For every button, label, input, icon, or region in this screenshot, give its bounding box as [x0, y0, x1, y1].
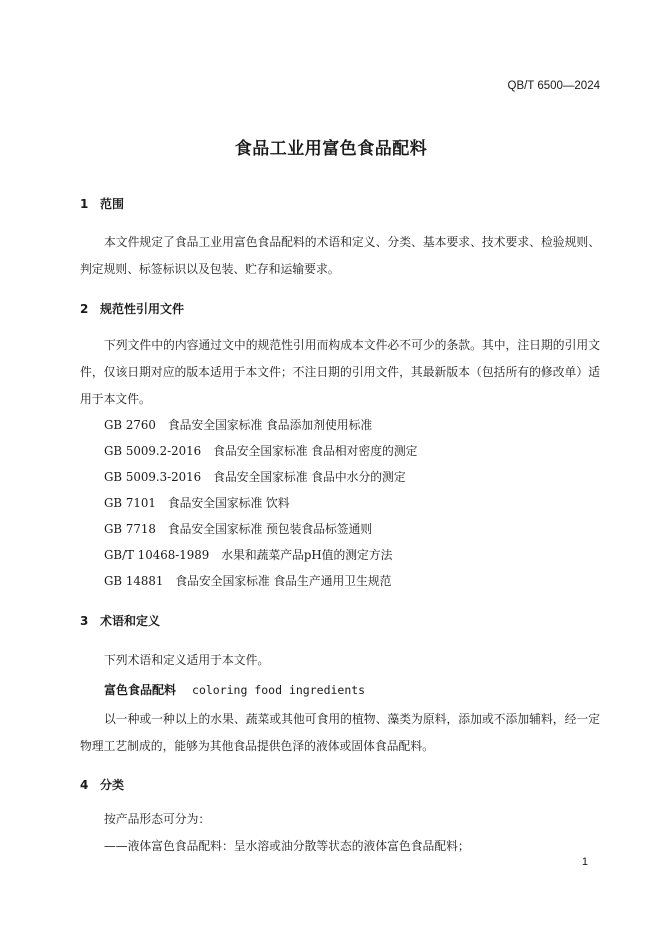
reference-item: [104, 468, 406, 485]
reference-item: [104, 494, 290, 511]
reference-title: 食品安全国家标准 预包装食品标签通则: [167, 522, 373, 536]
terms-intro: 下列术语和定义适用于本文件。: [104, 653, 270, 667]
section-number: 3: [80, 614, 89, 628]
reference-code: GB 5009.3-2016: [104, 470, 202, 484]
reference-title: 食品安全国家标准 食品生产通用卫生规范: [175, 574, 392, 588]
classification-intro: 按产品形态可分为：: [104, 812, 211, 826]
term-english: coloring food ingredients: [192, 683, 366, 697]
reference-item: [104, 520, 372, 537]
term-entry: [104, 681, 365, 698]
reference-code: GB/T 10468-1989: [104, 548, 210, 562]
reference-code: GB 7101: [104, 496, 156, 510]
document-title: 食品工业用富色食品配料: [234, 139, 428, 159]
reference-item: [104, 546, 392, 563]
classification-item: ——液体富色食品配料：呈水溶或油分散等状态的液体富色食品配料；: [104, 839, 470, 853]
reference-title: 食品安全国家标准 饮料: [167, 496, 290, 510]
reference-code: GB 2760: [104, 418, 156, 432]
reference-code: GB 14881: [104, 574, 164, 588]
reference-title: 食品安全国家标准 食品中水分的测定: [213, 470, 406, 484]
term-chinese: 富色食品配料: [104, 683, 177, 697]
scope-paragraph: 本文件规定了食品工业用富色食品配料的术语和定义、分类、基本要求、技术要求、检验规则、判定规则、标签标识以及包装、贮存和运输要求。: [80, 235, 600, 276]
reference-code: GB 5009.2-2016: [104, 444, 202, 458]
section-number: 2: [80, 302, 89, 316]
section-3-heading: [80, 612, 160, 629]
section-1-heading: [80, 195, 124, 212]
standard-code: QB/T 6500—2024: [507, 80, 600, 92]
section-2-heading: [80, 300, 184, 317]
reference-item: [104, 442, 417, 459]
normative-refs-paragraph: 下列文件中的内容通过文中的规范性引用而构成本文件必不可少的条款。其中，注日期的引用文件，仅该日期对应的版本适用于本文件；不注日期的引用文件，其最新版本（包括所有的修改单）适用于本文件。: [80, 338, 600, 406]
section-title: 术语和定义: [100, 614, 161, 628]
section-4-heading: [80, 776, 124, 793]
section-number: 4: [80, 778, 89, 792]
section-title: 分类: [100, 778, 125, 792]
reference-code: GB 7718: [104, 522, 156, 536]
reference-title: 食品安全国家标准 食品添加剂使用标准: [167, 418, 373, 432]
section-number: 1: [80, 197, 89, 211]
reference-item: [104, 572, 391, 589]
reference-item: [104, 416, 372, 433]
page-number: 1: [581, 856, 588, 868]
section-title: 范围: [100, 197, 125, 211]
section-title: 规范性引用文件: [100, 302, 185, 316]
term-definition: 以一种或一种以上的水果、蔬菜或其他可食用的植物、藻类为原料，添加或不添加辅料，经一定物理工艺制成的，能够为其他食品提供色泽的液体或固体食品配料。: [80, 712, 600, 753]
reference-title: 水果和蔬菜产品pH值的测定方法: [221, 548, 393, 562]
reference-title: 食品安全国家标准 食品相对密度的测定: [213, 444, 418, 458]
